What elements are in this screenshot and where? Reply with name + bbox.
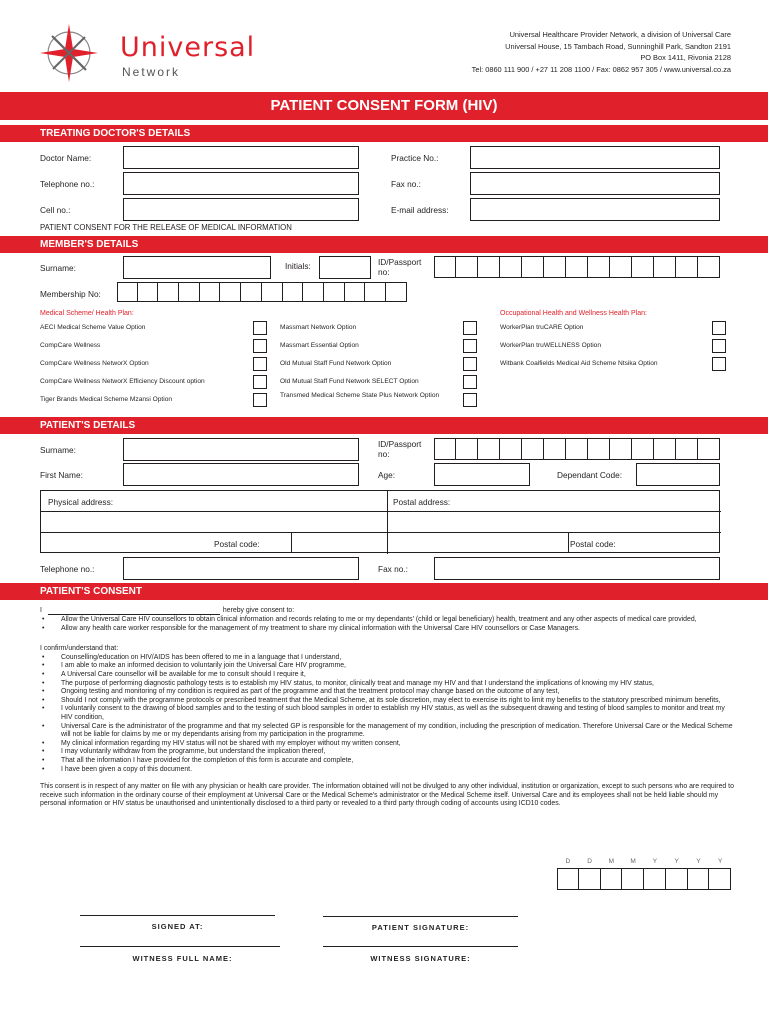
option-label: Tiger Brands Medical Scheme Mzansi Option	[40, 396, 173, 403]
label-doctor-fax: Fax no.:	[391, 179, 421, 189]
label-patient-telephone: Telephone no.:	[40, 564, 95, 574]
witness-signature-line[interactable]	[323, 946, 518, 947]
option-label: Massmart Network Option	[280, 324, 357, 331]
option-label: WorkerPlan truWELLNESS Option	[500, 342, 602, 349]
label-patient-fax: Fax no.:	[378, 564, 408, 574]
confirm-list	[40, 654, 735, 774]
list-item: • A Universal Care counsellor will be available for me to consult should I require it,	[40, 671, 735, 680]
label-member-surname: Surname:	[40, 263, 76, 273]
option-label: Transmed Medical Scheme State Plus Network Option	[280, 392, 440, 399]
option-checkbox[interactable]	[463, 321, 477, 335]
option-label: Old Mutual Staff Fund Network SELECT Option	[280, 378, 419, 385]
label-patient-signature: PATIENT SIGNATURE:	[371, 923, 470, 932]
option-label: CompCare Wellness	[40, 342, 101, 349]
list-item: • Allow the Universal Care HIV counsellors to obtain clinical information and records relating to me or my dependants' (child or legal beneficiary) health, treatment and any other aspects of medical care provided,	[40, 616, 735, 625]
address-grid	[40, 490, 720, 553]
section-doctor: TREATING DOCTOR'S DETAILS	[0, 125, 768, 142]
list-item: • Ongoing testing and monitoring of my condition is required as part of the programme and that the treatment protocol may change based on the outcome of any test,	[40, 688, 735, 697]
label-practice-no: Practice No.:	[391, 153, 439, 163]
option-checkbox[interactable]	[712, 339, 726, 353]
company-address: Universal Healthcare Provider Network, a division of Universal Care Universal House, 15 Tambach Road, Sunninghill Park, Sandton 2191 PO Box 1411, Rivonia 2128 Tel: 0860 111 900 / +27 11 208 1100 / Fax: 0862 957 305 / www.universal.co.za	[471, 30, 731, 74]
section-consent: PATIENT'S CONSENT	[0, 583, 768, 600]
age-field[interactable]	[434, 463, 530, 486]
option-label: WorkerPlan truCARE Option	[500, 324, 584, 331]
liability-paragraph: This consent is in respect of any matter on file with any physician or health care provider. The information obtained will not be divulged to any other individual, institution or organization, except to such persons who are required to receive such information in the ordinary course of their employment at Universal Care or the Medical Scheme's administrator or the Medical Scheme itself. Universal Care and its employees shall not be held liable should my personal information or HIV status be unauthorised and unintentionally disclosed to a third party or revealed to a third party through coding of accounts using ICD10 codes.	[40, 783, 734, 808]
option-checkbox[interactable]	[463, 339, 477, 353]
label-postal-postal-code: Postal code:	[570, 539, 616, 549]
patient-fax-field[interactable]	[434, 557, 720, 580]
label-membership-no: Membership No:	[40, 289, 101, 299]
consenter-name-line[interactable]	[48, 607, 220, 615]
release-note: PATIENT CONSENT FOR THE RELEASE OF MEDICAL INFORMATION	[40, 223, 292, 232]
logo-subtitle: Network	[122, 65, 181, 79]
option-label: CompCare Wellness NetworX Option	[40, 360, 149, 367]
label-initials: Initials:	[285, 261, 311, 271]
doctor-cell-field[interactable]	[123, 198, 359, 221]
consent-intro: I hereby give consent to:	[40, 607, 295, 615]
initials-field[interactable]	[319, 256, 371, 279]
list-item: • Counselling/education on HIV/AIDS has been offered to me in a language that I understand,	[40, 654, 735, 663]
option-checkbox[interactable]	[463, 357, 477, 371]
option-label: Witbank Coalfields Medical Aid Scheme Ntsika Option	[500, 360, 658, 367]
list-item: • That all the information I have provided for the completion of this form is accurate and complete,	[40, 757, 735, 766]
patient-signature-line[interactable]	[323, 916, 518, 917]
label-age: Age:	[378, 470, 396, 480]
plan-heading: Medical Scheme/ Health Plan:	[40, 310, 134, 317]
option-checkbox[interactable]	[712, 321, 726, 335]
list-item: • I am able to make an informed decision to voluntarily join the Universal Care HIV programme,	[40, 662, 735, 671]
list-item: • My clinical information regarding my HIV status will not be shared with my employer without my written consent,	[40, 740, 735, 749]
doctor-name-field[interactable]	[123, 146, 359, 169]
dependant-code-field[interactable]	[636, 463, 720, 486]
label-signed-at: SIGNED AT:	[151, 922, 204, 931]
patient-telephone-field[interactable]	[123, 557, 359, 580]
option-checkbox[interactable]	[463, 375, 477, 389]
option-checkbox[interactable]	[253, 339, 267, 353]
label-witness-name: WITNESS FULL NAME:	[132, 954, 233, 963]
doctor-fax-field[interactable]	[470, 172, 720, 195]
option-label: CompCare Wellness NetworX Efficiency Discount option	[40, 378, 205, 385]
option-checkbox[interactable]	[253, 321, 267, 335]
label-physical-address: Physical address:	[48, 497, 114, 507]
label-witness-signature: WITNESS SIGNATURE:	[370, 954, 471, 963]
membership-no-cells[interactable]	[117, 282, 407, 302]
label-patient-surname: Surname:	[40, 445, 76, 455]
label-member-id: ID/Passport no:	[378, 257, 422, 277]
witness-name-line[interactable]	[80, 946, 280, 947]
label-doctor-email: E-mail address:	[391, 205, 449, 215]
label-doctor-name: Doctor Name:	[40, 153, 92, 163]
option-checkbox[interactable]	[253, 393, 267, 407]
doctor-email-field[interactable]	[470, 198, 720, 221]
compass-logo-icon	[38, 22, 100, 84]
list-item: • The purpose of performing diagnostic pathology tests is to establish my HIV status, to monitor, clinically treat and manage my HIV and that I understand the implications of knowing my HIV status,	[40, 680, 735, 689]
option-label: AECI Medical Scheme Value Option	[40, 324, 146, 331]
form-title: PATIENT CONSENT FORM (HIV)	[0, 92, 768, 120]
member-id-cells[interactable]	[434, 256, 720, 278]
option-checkbox[interactable]	[463, 393, 477, 407]
label-first-name: First Name:	[40, 470, 83, 480]
option-label: Massmart Essential Option	[280, 342, 359, 349]
doctor-telephone-field[interactable]	[123, 172, 359, 195]
patient-surname-field[interactable]	[123, 438, 359, 461]
section-patient: PATIENT'S DETAILS	[0, 417, 768, 434]
option-checkbox[interactable]	[253, 357, 267, 371]
occ-plan-heading: Occupational Health and Wellness Health Plan:	[500, 310, 647, 317]
list-item: • I have been given a copy of this document.	[40, 766, 735, 775]
label-patient-id: ID/Passport no:	[378, 439, 422, 459]
date-letters: D D M M Y Y Y Y	[565, 858, 723, 865]
label-doctor-cell: Cell no.:	[40, 205, 71, 215]
date-cells[interactable]	[557, 868, 731, 890]
label-doctor-telephone: Telephone no.:	[40, 179, 95, 189]
option-checkbox[interactable]	[253, 375, 267, 389]
list-item: • Allow any health care worker responsible for the management of my treatment to share my clinical information with the Universal Care HIV counsellors or Case Managers.	[40, 625, 735, 634]
confirm-heading: I confirm/understand that:	[40, 645, 119, 653]
first-name-field[interactable]	[123, 463, 359, 486]
list-item: • Should I not comply with the programme protocols or prescribed treatment that the Medical Scheme, at its sole discretion, may elect to exercise its right to limit my benefits to the statutory prescribed minimum benefits,	[40, 697, 735, 706]
consent-list	[40, 616, 735, 633]
logo	[38, 22, 298, 82]
label-dependant-code: Dependant Code:	[557, 470, 623, 480]
member-surname-field[interactable]	[123, 256, 271, 279]
list-item: • I voluntarily consent to the drawing of blood samples and to the testing of such blood samples in order to establish my HIV status, as well as the subsequent drawing and testing of blood samples to monitor and treat my HIV condition,	[40, 705, 735, 722]
practice-no-field[interactable]	[470, 146, 720, 169]
list-item: • Universal Care is the administrator of the programme and that my selected GP is responsible for the management of my condition, including the prescription of medication. Therefore Universal Care or the Medical Scheme will not be liable for claims by me or my dependants arising from my participation in the programme.	[40, 723, 735, 740]
list-item: • I may voluntarily withdraw from the programme, but understand the implication thereof,	[40, 748, 735, 757]
signed-at-line[interactable]	[80, 915, 275, 916]
patient-id-cells[interactable]	[434, 438, 720, 460]
option-label: Old Mutual Staff Fund Network Option	[280, 360, 392, 367]
logo-wordmark: Universal	[120, 32, 256, 63]
option-checkbox[interactable]	[712, 357, 726, 371]
section-member: MEMBER'S DETAILS	[0, 236, 768, 253]
label-physical-postal-code: Postal code:	[214, 539, 260, 549]
label-postal-address: Postal address:	[393, 497, 451, 507]
consent-body	[40, 607, 735, 809]
